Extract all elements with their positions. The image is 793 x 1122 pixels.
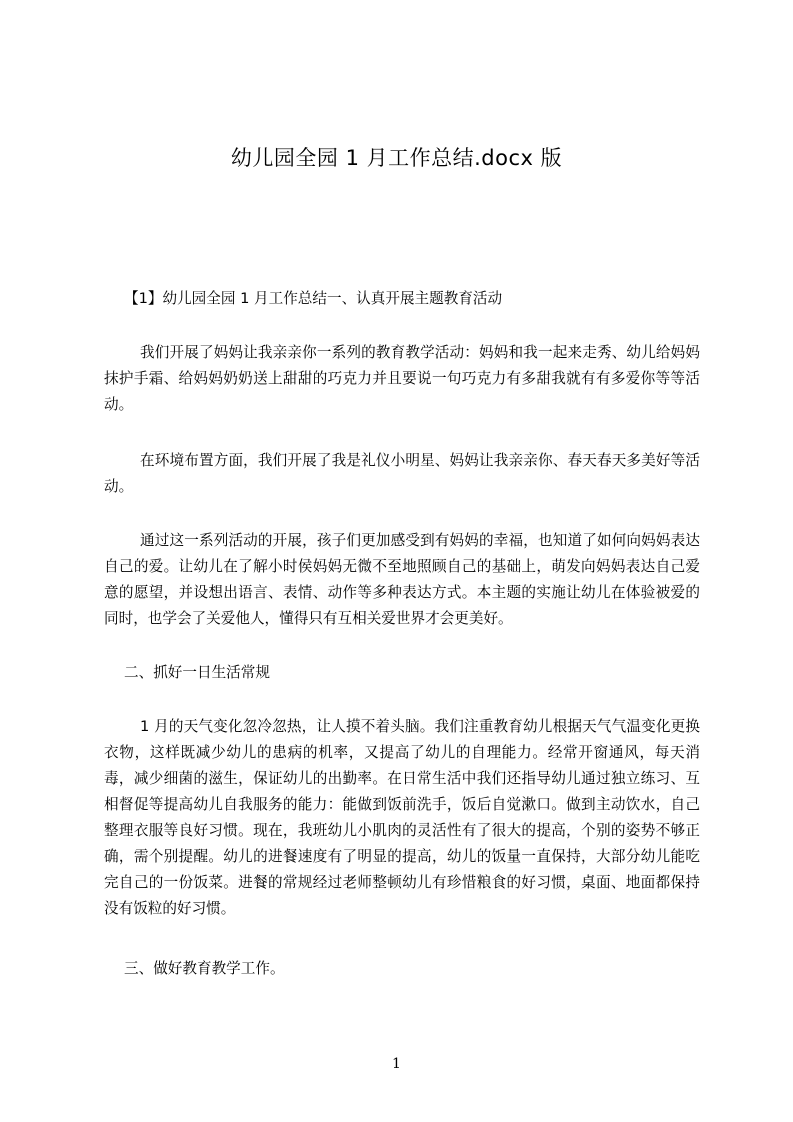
- paragraph-outcomes: 通过这一系列活动的开展，孩子们更加感受到有妈妈的幸福，也知道了如何向妈妈表达自己的爱。让幼儿在了解小时侯妈妈无微不至地照顾自己的基础上，萌发向妈妈表达自己爱意的愿望，并设想出语言、表情、动作等多种表达方式。本主题的实施让幼儿在体验被爱的同时，也学会了关爱他人，懂得只有互相关爱世界才会更美好。: [104, 532, 700, 627]
- paragraph-activities: 我们开展了妈妈让我亲亲你一系列的教育教学活动：妈妈和我一起来走秀、幼儿给妈妈抹护手霜、给妈妈奶奶送上甜甜的巧克力并且要说一句巧克力有多甜我就有有多爱你等等活动。: [104, 344, 700, 413]
- page-number: 1: [392, 1056, 401, 1072]
- document-title: 幼儿园全园 1 月工作总结.docx 版: [230, 146, 563, 170]
- section-heading-2: 二、抓好一日生活常规: [124, 664, 270, 681]
- section-heading-3: 三、做好教育教学工作。: [124, 960, 285, 977]
- paragraph-environment: 在环境布置方面，我们开展了我是礼仪小明星、妈妈让我亲亲你、春天春天多美好等活动。: [104, 452, 700, 495]
- section-heading-1: 【1】幼儿园全园 1 月工作总结一、认真开展主题教育活动: [124, 290, 503, 307]
- paragraph-daily-routine: 1 月的天气变化忽冷忽热，让人摸不着头脑。我们注重教育幼儿根据天气气温变化更换衣物，这样既减少幼儿的患病的机率，又提高了幼儿的自理能力。经常开窗通风，每天消毒，减少细菌的滋生，保证幼儿的出勤率。在日常生活中我们还指导幼儿通过独立练习、互相督促等提高幼儿自我服务的能力：能做到饭前洗手，饭后自觉漱口。做到主动饮水，自己整理衣服等良好习惯。现在，我班幼儿小肌肉的灵活性有了很大的提高，个别的姿势不够正确，需个别提醒。幼儿的进餐速度有了明显的提高，幼儿的饭量一直保持，大部分幼儿能吃完自己的一份饭菜。进餐的常规经过老师整顿幼儿有珍惜粮食的好习惯，桌面、地面都保持没有饭粒的好习惯。: [104, 718, 700, 917]
